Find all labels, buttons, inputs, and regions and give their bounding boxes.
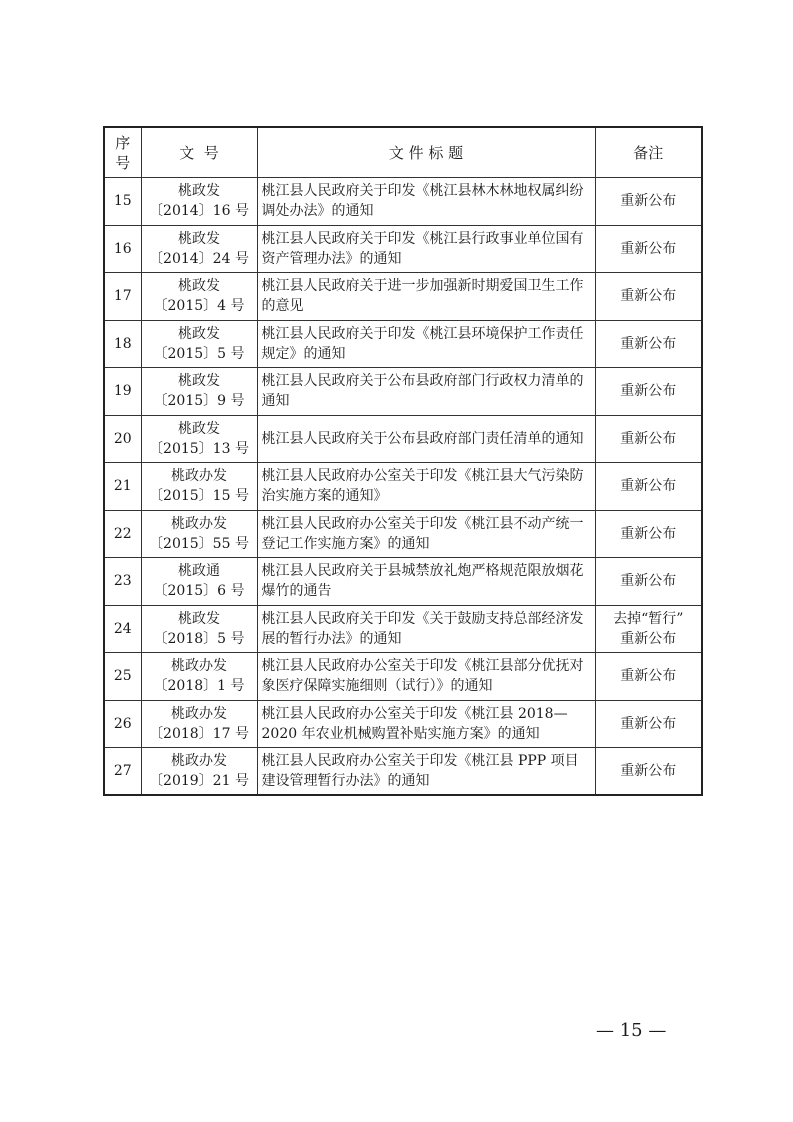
cell-seq xyxy=(104,178,141,226)
table-row xyxy=(104,463,702,511)
cell-seq-text: 27 xyxy=(113,763,132,779)
cell-docno-text: 〔2015〕13 号 xyxy=(149,440,249,457)
cell-seq-text: 18 xyxy=(113,335,132,352)
cell-note xyxy=(595,605,702,653)
cell-docno-text: 桃政发 xyxy=(178,420,220,437)
cell-note-text: 重新公布 xyxy=(620,240,677,257)
cell-note-text: 重新公布 xyxy=(620,383,677,400)
cell-title xyxy=(257,748,595,796)
cell-note-text: 重新公布 xyxy=(620,668,677,685)
cell-docno-text: 〔2014〕16 号 xyxy=(149,203,249,220)
cell-docno-text: 桃政发 xyxy=(178,230,220,247)
cell-note xyxy=(595,748,702,796)
cell-title-text: 桃江县人民政府关于县城禁放礼炮严格规范限放烟花爆竹的通告 xyxy=(261,563,584,600)
cell-title-text: 桃江县人民政府关于印发《关于鼓励支持总部经济发展的暂行办法》的通知 xyxy=(261,610,584,647)
cell-note xyxy=(595,700,702,748)
cell-seq xyxy=(104,368,141,416)
cell-title xyxy=(257,368,595,416)
document-table xyxy=(103,126,703,796)
cell-docno-text: 桃政办发 xyxy=(171,515,227,532)
table-row xyxy=(104,368,702,416)
cell-seq-text: 15 xyxy=(113,193,132,210)
cell-docno-text: 桃政发 xyxy=(178,610,220,627)
cell-note xyxy=(595,225,702,273)
cell-seq xyxy=(104,320,141,368)
cell-note xyxy=(595,463,702,511)
cell-docno xyxy=(141,748,257,796)
table-row xyxy=(104,605,702,653)
cell-note-text: 重新公布 xyxy=(620,430,677,447)
table-row xyxy=(104,748,702,796)
header-seq: 序号 xyxy=(104,127,141,178)
cell-note-text: 重新公布 xyxy=(620,715,677,732)
table-row xyxy=(104,700,702,748)
cell-title xyxy=(257,605,595,653)
cell-seq-text: 20 xyxy=(113,430,132,447)
cell-docno-text: 〔2015〕6 号 xyxy=(153,583,245,600)
table-row xyxy=(104,225,702,273)
header-docno: 文 号 xyxy=(141,127,257,178)
cell-seq-text: 23 xyxy=(113,573,132,590)
page-number: — 15 — xyxy=(596,1020,667,1041)
cell-title-text: 桃江县人民政府关于印发《桃江县行政事业单位国有资产管理办法》的通知 xyxy=(261,230,584,267)
cell-note-text: 重新公布 xyxy=(620,478,677,495)
cell-docno xyxy=(141,605,257,653)
cell-note-text: 重新公布 xyxy=(620,335,677,352)
cell-seq xyxy=(104,463,141,511)
cell-docno-text: 〔2018〕17 号 xyxy=(149,725,249,742)
cell-docno-text: 〔2014〕24 号 xyxy=(149,250,249,267)
cell-seq-text: 16 xyxy=(113,240,132,257)
cell-docno xyxy=(141,415,257,463)
cell-docno xyxy=(141,273,257,321)
cell-note-text: 重新公布 xyxy=(620,763,677,779)
table-row xyxy=(104,273,702,321)
cell-title-text: 桃江县人民政府办公室关于印发《桃江县部分优抚对象医疗保障实施细则（试行）》的通知 xyxy=(261,658,584,695)
cell-title-text: 桃江县人民政府关于公布县政府部门行政权力清单的通知 xyxy=(261,373,584,410)
cell-seq xyxy=(104,225,141,273)
cell-docno xyxy=(141,368,257,416)
cell-title-text: 桃江县人民政府办公室关于印发《桃江县大气污染防治实施方案的通知》 xyxy=(261,468,584,505)
cell-seq xyxy=(104,415,141,463)
cell-note-text: 重新公布 xyxy=(620,630,677,647)
cell-seq-text: 17 xyxy=(113,288,132,305)
cell-note xyxy=(595,178,702,226)
table-row xyxy=(104,653,702,701)
cell-docno-text: 桃政发 xyxy=(178,373,220,390)
cell-note-text: 重新公布 xyxy=(620,525,677,542)
cell-seq-text: 21 xyxy=(113,478,132,495)
cell-seq xyxy=(104,700,141,748)
cell-docno-text: 〔2015〕5 号 xyxy=(153,345,245,362)
cell-seq xyxy=(104,273,141,321)
cell-note xyxy=(595,273,702,321)
cell-docno-text: 桃政通 xyxy=(178,563,220,580)
cell-docno-text: 桃政办发 xyxy=(171,658,227,675)
cell-docno xyxy=(141,178,257,226)
cell-note-text: 重新公布 xyxy=(620,193,677,210)
cell-docno xyxy=(141,320,257,368)
cell-docno-text: 桃政发 xyxy=(178,278,220,295)
cell-docno xyxy=(141,463,257,511)
cell-title xyxy=(257,510,595,558)
cell-title-text: 桃江县人民政府关于印发《桃江县林木林地权属纠纷调处办法》的通知 xyxy=(261,183,584,220)
cell-title xyxy=(257,700,595,748)
cell-docno-text: 〔2019〕21 号 xyxy=(149,773,249,789)
cell-docno-text: 桃政办发 xyxy=(171,705,227,722)
cell-seq-text: 19 xyxy=(113,383,132,400)
cell-title xyxy=(257,653,595,701)
cell-docno-text: 〔2015〕55 号 xyxy=(149,535,249,552)
cell-note xyxy=(595,320,702,368)
cell-seq xyxy=(104,605,141,653)
cell-docno-text: 桃政发 xyxy=(178,183,220,200)
cell-title xyxy=(257,273,595,321)
cell-docno-text: 桃政办发 xyxy=(171,753,227,769)
cell-docno-text: 〔2015〕15 号 xyxy=(149,488,249,505)
cell-seq xyxy=(104,510,141,558)
cell-docno-text: 〔2015〕9 号 xyxy=(153,393,245,410)
cell-note xyxy=(595,415,702,463)
cell-seq-text: 26 xyxy=(113,715,132,732)
table-row xyxy=(104,510,702,558)
cell-seq-text: 22 xyxy=(113,525,132,542)
cell-title xyxy=(257,320,595,368)
cell-seq-text: 25 xyxy=(113,668,132,685)
cell-title-text: 桃江县人民政府关于公布县政府部门责任清单的通知 xyxy=(261,430,584,447)
cell-note-text: 重新公布 xyxy=(620,573,677,590)
cell-docno-text: 桃政发 xyxy=(178,325,220,342)
cell-docno xyxy=(141,558,257,606)
cell-docno xyxy=(141,700,257,748)
cell-docno-text: 〔2018〕5 号 xyxy=(153,630,245,647)
cell-seq xyxy=(104,653,141,701)
cell-note xyxy=(595,368,702,416)
cell-docno-text: 〔2018〕1 号 xyxy=(153,678,245,695)
cell-title-text: 桃江县人民政府办公室关于印发《桃江县 PPP 项目建设管理暂行办法》的通知 xyxy=(261,753,579,789)
cell-note-text: 去掉“暂行” xyxy=(613,610,684,627)
table-row xyxy=(104,178,702,226)
cell-note xyxy=(595,653,702,701)
header-title: 文 件 标 题 xyxy=(257,127,595,178)
table-header-row xyxy=(104,127,702,178)
cell-docno xyxy=(141,225,257,273)
table-row xyxy=(104,558,702,606)
cell-title xyxy=(257,225,595,273)
cell-title xyxy=(257,415,595,463)
table-row xyxy=(104,415,702,463)
cell-note xyxy=(595,558,702,606)
cell-title-text: 桃江县人民政府办公室关于印发《桃江县不动产统一登记工作实施方案》的通知 xyxy=(261,515,584,552)
cell-title xyxy=(257,463,595,511)
cell-note xyxy=(595,510,702,558)
table-row xyxy=(104,320,702,368)
cell-docno-text: 〔2015〕4 号 xyxy=(153,298,245,315)
cell-seq-text: 24 xyxy=(113,620,132,637)
cell-docno-text: 桃政办发 xyxy=(171,468,227,485)
header-note: 备注 xyxy=(595,127,702,178)
cell-seq xyxy=(104,748,141,796)
cell-title-text: 桃江县人民政府关于进一步加强新时期爱国卫生工作的意见 xyxy=(261,278,584,315)
cell-docno xyxy=(141,653,257,701)
cell-title xyxy=(257,178,595,226)
cell-note-text: 重新公布 xyxy=(620,288,677,305)
cell-seq xyxy=(104,558,141,606)
cell-docno xyxy=(141,510,257,558)
cell-title-text: 桃江县人民政府关于印发《桃江县环境保护工作责任规定》的通知 xyxy=(261,325,584,362)
cell-title-text: 桃江县人民政府办公室关于印发《桃江县 2018—2020 年农业机械购置补贴实施方案》的通知 xyxy=(261,705,568,742)
cell-title xyxy=(257,558,595,606)
